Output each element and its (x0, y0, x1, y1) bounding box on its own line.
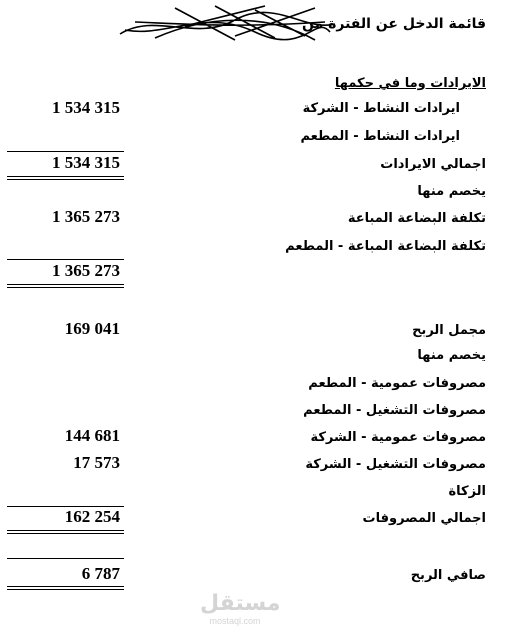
less-label: يخصم منها (417, 184, 486, 199)
less-label: يخصم منها (417, 348, 486, 363)
general-exp-restaurant-label: مصروفات عمومية - المطعم (308, 376, 486, 391)
gross-profit-value: 169 041 (64, 319, 120, 338)
cogs-label: تكلفة البضاعة المباعة (347, 211, 486, 226)
rule-line (7, 259, 124, 260)
revenue-company-label: ايرادات النشاط - الشركة (302, 101, 460, 116)
watermark-latin: mostaql.com (209, 616, 261, 626)
gross-profit-label: مجمل الربح (412, 323, 486, 338)
rule-line (7, 151, 124, 152)
operating-exp-company-value: 17 573 (73, 453, 120, 472)
total-revenue-value: 1 534 315 (52, 153, 120, 172)
total-cogs-value: 1 365 273 (52, 261, 120, 280)
double-rule-bottom (7, 287, 124, 288)
double-rule-top (7, 284, 124, 285)
net-profit-label: صافي الربح (410, 568, 486, 583)
double-rule-bottom (7, 533, 124, 534)
revenue-company-value: 1 534 315 (52, 98, 120, 117)
zakat-label: الزكاة (448, 484, 486, 499)
total-revenue-label: اجمالي الايرادات (380, 157, 486, 172)
total-expenses-value: 162 254 (64, 507, 120, 526)
section-heading: الايرادات وما في حكمها (334, 76, 486, 91)
watermark-arabic: مستقل (200, 591, 281, 616)
double-rule-top (7, 176, 124, 177)
cogs-restaurant-label: تكلفة البضاعة المباعة - المطعم (285, 239, 486, 254)
cogs-value: 1 365 273 (52, 207, 120, 226)
rule-line (7, 558, 124, 559)
revenue-restaurant-label: ايرادات النشاط - المطعم (300, 129, 460, 144)
total-expenses-label: اجمالي المصروفات (362, 511, 486, 526)
operating-exp-restaurant-label: مصروفات التشغيل - المطعم (303, 403, 486, 418)
double-rule-top (7, 586, 124, 587)
operating-exp-company-label: مصروفات التشغيل - الشركة (305, 457, 486, 472)
double-rule-bottom (7, 589, 124, 590)
watermark (200, 591, 281, 626)
double-rule-bottom (7, 179, 124, 180)
statement-title: قائمة الدخل عن الفترة من (301, 16, 486, 32)
general-exp-company-value: 144 681 (64, 426, 120, 445)
double-rule-top (7, 530, 124, 531)
general-exp-company-label: مصروفات عمومية - الشركة (310, 430, 486, 445)
net-profit-value: 6 787 (81, 564, 120, 583)
